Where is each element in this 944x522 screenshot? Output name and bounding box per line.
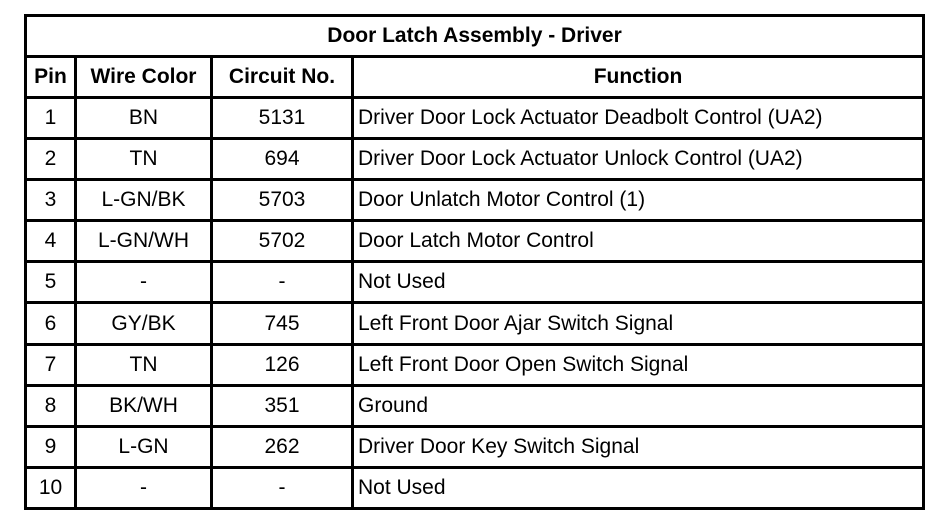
wire-color-cell: GY/BK — [76, 303, 212, 344]
header-row — [26, 57, 924, 98]
circuit-no-cell: 351 — [212, 385, 353, 426]
pin-cell: 5 — [26, 262, 76, 303]
function-cell: Door Unlatch Motor Control (1) — [353, 180, 924, 221]
function-cell: Door Latch Motor Control — [353, 221, 924, 262]
circuit-no-cell: 5702 — [212, 221, 353, 262]
wire-color-cell: - — [76, 262, 212, 303]
pin-cell: 3 — [26, 180, 76, 221]
table-row — [26, 180, 924, 221]
table-row — [26, 303, 924, 344]
header-function: Function — [353, 57, 924, 98]
table-row — [26, 467, 924, 508]
wire-color-cell: L-GN/WH — [76, 221, 212, 262]
circuit-no-cell: 126 — [212, 344, 353, 385]
function-cell: Driver Door Lock Actuator Unlock Control (UA2) — [353, 139, 924, 180]
circuit-no-cell: 262 — [212, 426, 353, 467]
table-row — [26, 98, 924, 139]
pin-cell: 2 — [26, 139, 76, 180]
function-cell: Not Used — [353, 467, 924, 508]
pin-cell: 7 — [26, 344, 76, 385]
table-row — [26, 426, 924, 467]
wire-color-cell: TN — [76, 139, 212, 180]
pin-cell: 10 — [26, 467, 76, 508]
wire-color-cell: BK/WH — [76, 385, 212, 426]
function-cell: Left Front Door Open Switch Signal — [353, 344, 924, 385]
header-pin: Pin — [26, 57, 76, 98]
table-row — [26, 385, 924, 426]
title-row — [26, 16, 924, 57]
table-row — [26, 139, 924, 180]
table-row — [26, 344, 924, 385]
function-cell: Not Used — [353, 262, 924, 303]
circuit-no-cell: 5131 — [212, 98, 353, 139]
wire-color-cell: TN — [76, 344, 212, 385]
function-cell: Driver Door Lock Actuator Deadbolt Control (UA2) — [353, 98, 924, 139]
function-cell: Left Front Door Ajar Switch Signal — [353, 303, 924, 344]
circuit-no-cell: - — [212, 467, 353, 508]
circuit-no-cell: 745 — [212, 303, 353, 344]
wire-color-cell: L-GN — [76, 426, 212, 467]
wire-color-cell: L-GN/BK — [76, 180, 212, 221]
table-row — [26, 221, 924, 262]
header-circuit-no: Circuit No. — [212, 57, 353, 98]
pin-cell: 1 — [26, 98, 76, 139]
circuit-no-cell: - — [212, 262, 353, 303]
pin-cell: 4 — [26, 221, 76, 262]
wire-color-cell: BN — [76, 98, 212, 139]
pin-cell: 9 — [26, 426, 76, 467]
pinout-table — [24, 14, 925, 510]
table-row — [26, 262, 924, 303]
function-cell: Ground — [353, 385, 924, 426]
function-cell: Driver Door Key Switch Signal — [353, 426, 924, 467]
pin-cell: 6 — [26, 303, 76, 344]
wire-color-cell: - — [76, 467, 212, 508]
header-wire-color: Wire Color — [76, 57, 212, 98]
circuit-no-cell: 5703 — [212, 180, 353, 221]
circuit-no-cell: 694 — [212, 139, 353, 180]
table-title: Door Latch Assembly - Driver — [26, 16, 924, 57]
pin-cell: 8 — [26, 385, 76, 426]
